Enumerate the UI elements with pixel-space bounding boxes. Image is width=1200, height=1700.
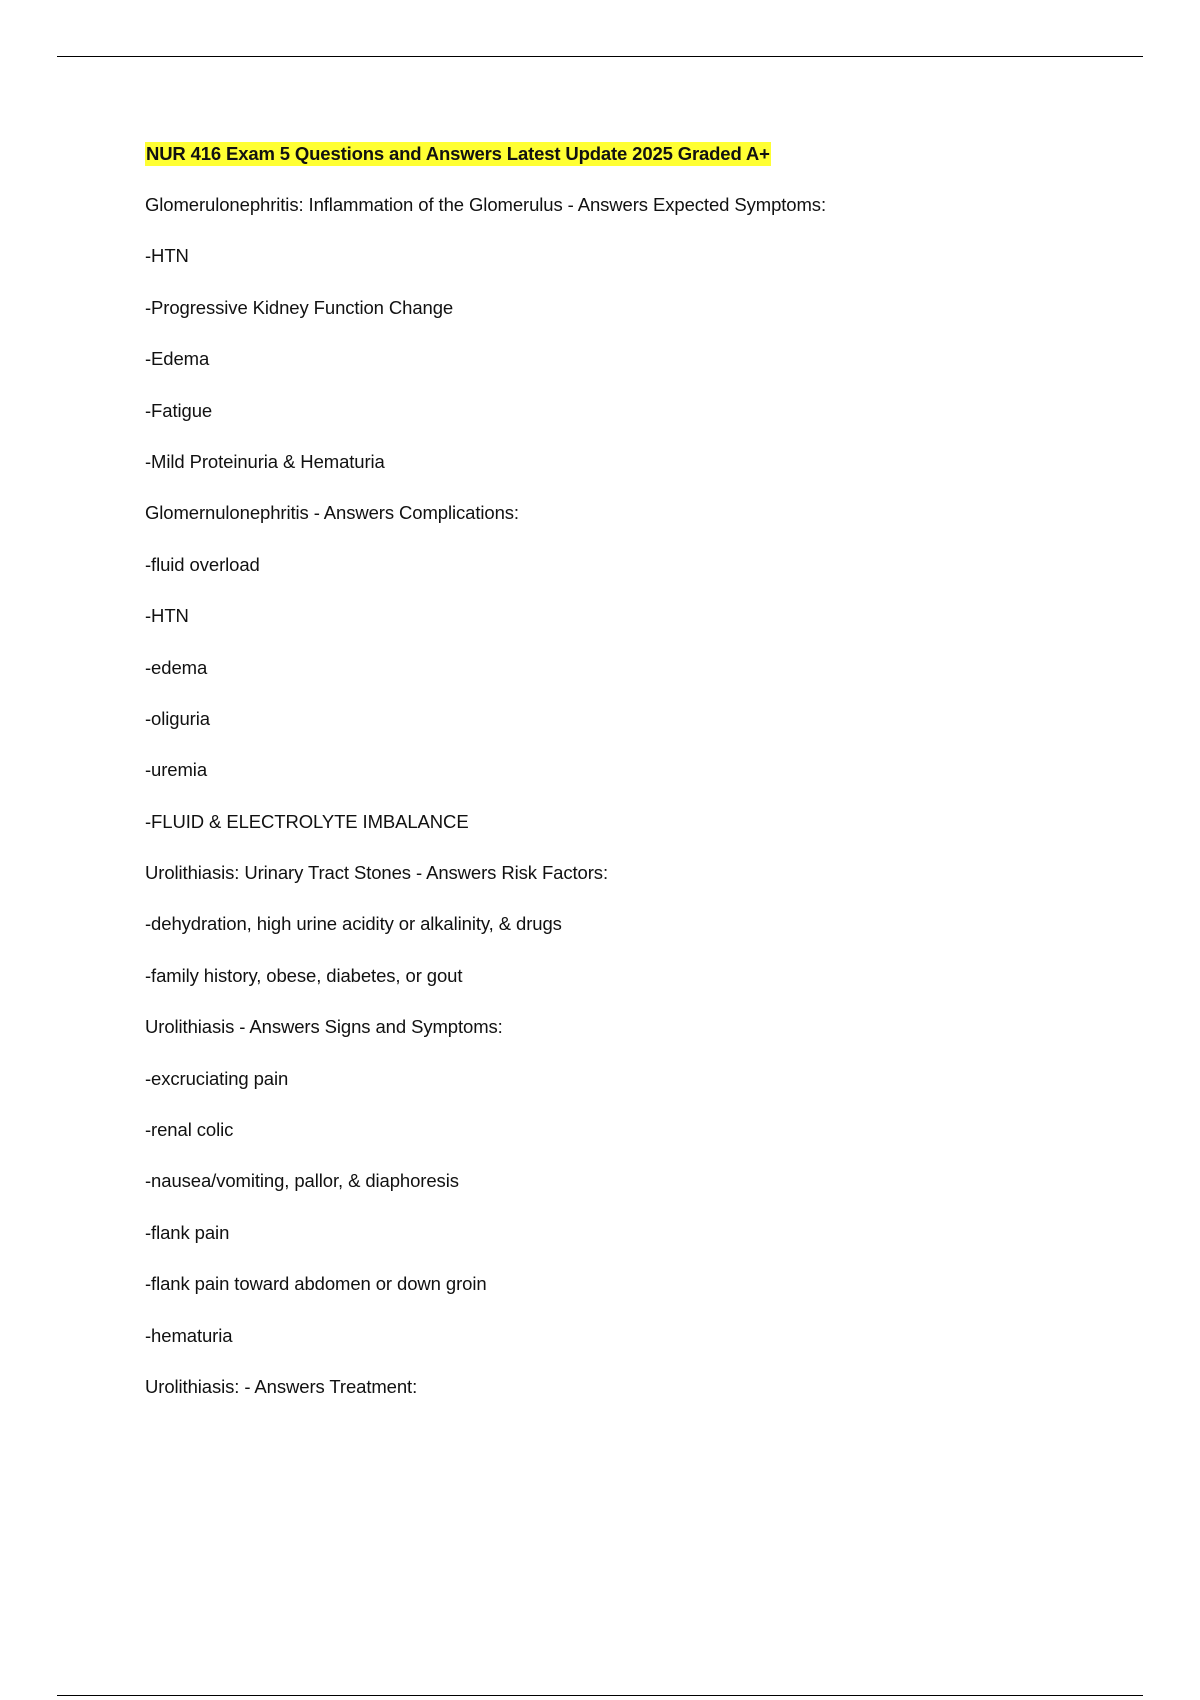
- text-line: -edema: [145, 656, 208, 678]
- text-line: -flank pain toward abdomen or down groin: [145, 1273, 487, 1295]
- text-line: -HTN: [145, 605, 189, 627]
- text-line: -family history, obese, diabetes, or gout: [145, 964, 463, 986]
- footer-rule: [57, 1695, 1143, 1696]
- text-line: -renal colic: [145, 1119, 234, 1141]
- text-line: -Mild Proteinuria & Hematuria: [145, 450, 385, 472]
- title-line: [145, 142, 1105, 193]
- text-line: Urolithiasis - Answers Signs and Symptoms:: [145, 1016, 503, 1038]
- header-rule: [57, 56, 1143, 57]
- text-line: -oliguria: [145, 707, 210, 729]
- text-line: -Fatigue: [145, 399, 213, 421]
- document-body: [145, 142, 1105, 1426]
- text-line: -HTN: [145, 245, 189, 267]
- text-line: -dehydration, high urine acidity or alkalinity, & drugs: [145, 913, 562, 935]
- text-line: Glomerulonephritis: Inflammation of the Glomerulus - Answers Expected Symptoms:: [145, 194, 826, 215]
- text-line: -nausea/vomiting, pallor, & diaphoresis: [145, 1170, 459, 1192]
- text-line: Urolithiasis: - Answers Treatment:: [145, 1375, 418, 1397]
- text-line: -excruciating pain: [145, 1067, 289, 1089]
- text-line: -Edema: [145, 348, 210, 370]
- text-line: Glomernulonephritis - Answers Complications:: [145, 502, 519, 524]
- text-line: Urolithiasis: Urinary Tract Stones - Answers Risk Factors:: [145, 862, 608, 884]
- text-line: -Progressive Kidney Function Change: [145, 296, 454, 318]
- text-line: -flank pain: [145, 1221, 230, 1243]
- text-line: -uremia: [145, 759, 208, 781]
- text-line: -fluid overload: [145, 553, 260, 575]
- text-line: -hematuria: [145, 1324, 233, 1346]
- text-line: -FLUID & ELECTROLYTE IMBALANCE: [145, 810, 469, 832]
- document-title: NUR 416 Exam 5 Questions and Answers Latest Update 2025 Graded A+: [146, 143, 770, 164]
